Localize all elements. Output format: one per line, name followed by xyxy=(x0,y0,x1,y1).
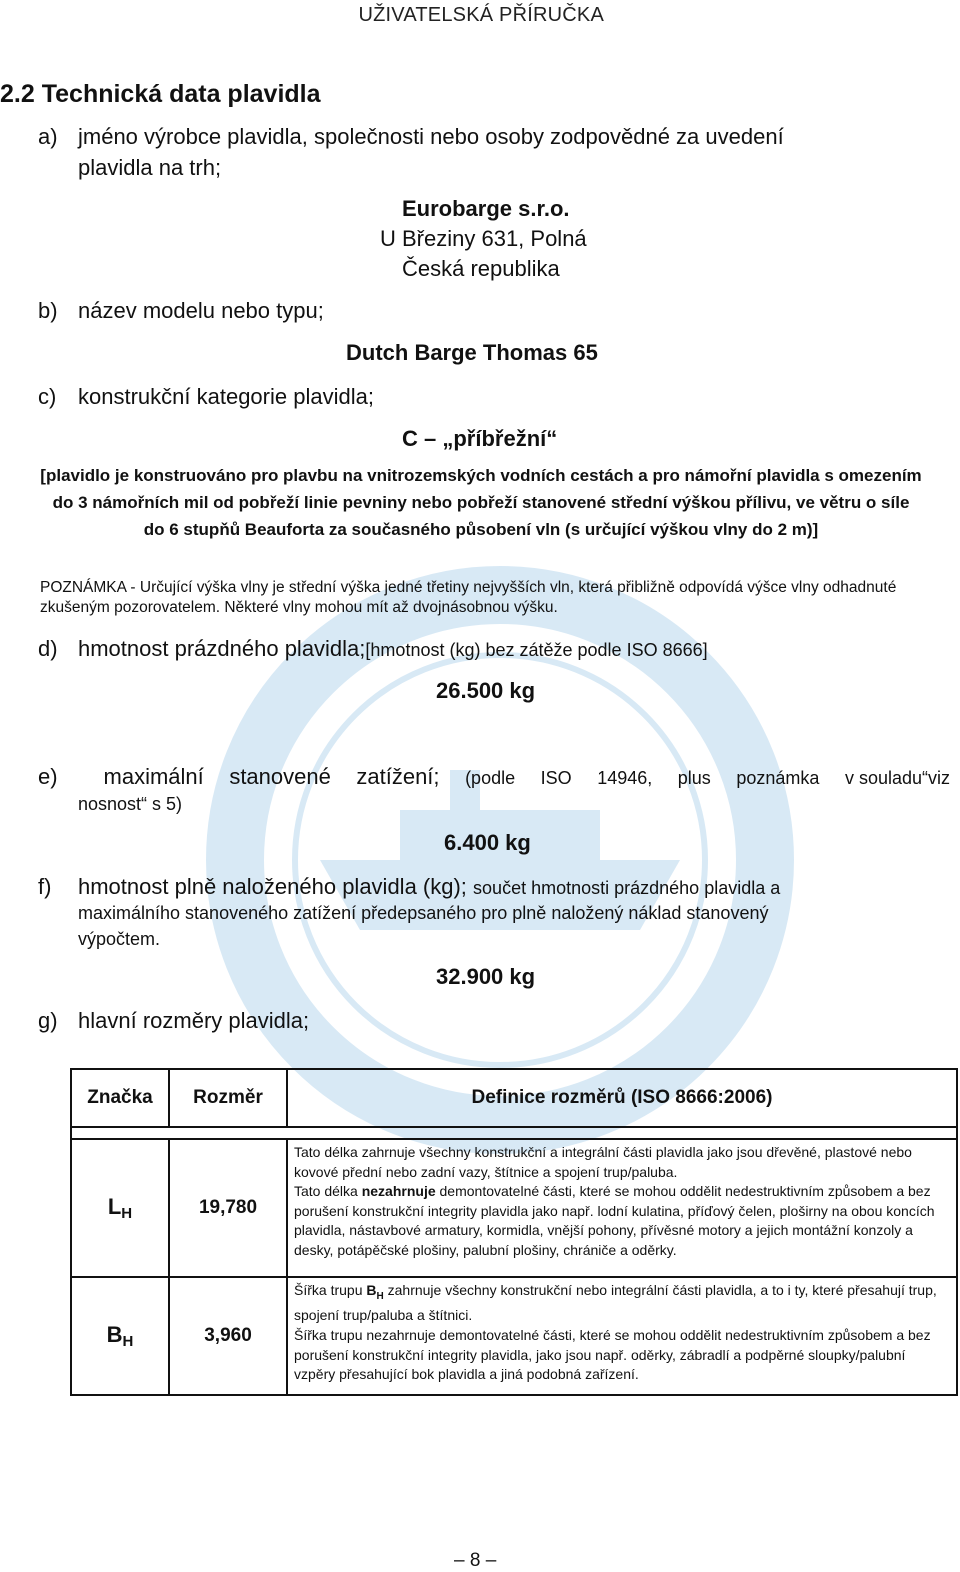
item-f: f) hmotnost plně naloženého plavidla (kg); součet hmotnosti prázdného plavidla a xyxy=(38,874,781,899)
item-b: b) název modelu nebo typu; xyxy=(38,298,324,323)
header-definition: Definice rozměrů (ISO 8666:2006) xyxy=(287,1069,957,1127)
symbol-bh: $B_H$ xyxy=(71,1277,169,1395)
manufacturer-address: U Březiny 631, Polná xyxy=(380,226,587,251)
symbol-lh: $L_H$ xyxy=(71,1139,169,1277)
section-number: 2.2 xyxy=(0,80,35,108)
dimensions-table xyxy=(70,1068,958,1396)
full-load-mass-value: 32.900 kg xyxy=(436,964,536,989)
item-d: d) hmotnost prázdného plavidla;[hmotnost (kg) bez zátěže podle ISO 8666] xyxy=(38,636,708,661)
header-dimension: Rozměr xyxy=(169,1069,287,1127)
model-name: Dutch Barge Thomas 65 xyxy=(346,340,598,365)
definition-bh: Šířka trupu $B_H$ zahrnuje všechny konstrukční nebo integrální části plavidla, a to i ty, které přesahují trup, spojení trup/paluba a štítnici. Šířka trupu nezahrnuje demontovatelné části, které se mohou oddělit nedestruktivním způsobem a bez porušení konstrukční integrity plavidla, jako jsou např. oděrky, zábradlí a podpěrné sloupky/palubní vzpěry přesahující bok plavidla a jiná podobná zařízení. xyxy=(287,1277,957,1395)
item-a: a) jméno výrobce plavidla, společnosti nebo osoby zodpovědné za uvedení xyxy=(38,124,784,149)
header-mark: Značka xyxy=(71,1069,169,1127)
manufacturer-name: Eurobarge s.r.o. xyxy=(402,196,570,221)
value-lh: 19,780 xyxy=(169,1139,287,1277)
item-d-sub: [hmotnost (kg) bez zátěže podle ISO 8666] xyxy=(365,640,708,660)
item-e: e) maximální stanovené zatížení; (podle ISO 14946, plus poznámka v souladu“viz xyxy=(38,764,950,789)
value-bh: 3,960 xyxy=(169,1277,287,1395)
document-header: UŽIVATELSKÁ PŘÍRUČKA xyxy=(358,4,604,26)
table-row xyxy=(71,1277,957,1395)
note-text: POZNÁMKA - Určující výška vlny je střední výška jedné třetiny nejvyšších vln, která přibližně odpovídá výšce vlny odhadnuté zkušeným pozorovatelem. Některé vlny mohou mít až dvojnásobnou výšku. xyxy=(40,579,897,616)
manufacturer-country: Česká republika xyxy=(402,256,560,281)
item-e-cont: nosnost“ s 5) xyxy=(78,794,183,814)
section-heading xyxy=(0,80,321,109)
item-c: c) konstrukční kategorie plavidla; xyxy=(38,384,374,409)
section-title: Technická data plavidla xyxy=(41,80,321,108)
design-category: C – „příbřežní“ xyxy=(402,426,558,451)
definition-lh: Tato délka zahrnuje všechny konstrukční a integrální části plavidla jako jsou dřevěné, plastové nebo kovové přední nebo zadní vazy, štítnice a spojení trup/paluba. Tato délka nezahrnuje demontovatelné části, které se mohou oddělit nedestruktivním způsobem a bez porušení konstrukční integrity plavidla jako např. lodní kulatina, příďový čelen, ploširny na obou koncích plavidla, nástavbové armatury, kormidla, vnější pohony, přívěsné motory a jejich montážní konzoly a desky, potápěčské plošiny, palubní plošiny, chrániče a oděrky. xyxy=(287,1139,957,1277)
item-a-text-cont: plavidla na trh; xyxy=(78,155,222,180)
empty-mass-value: 26.500 kg xyxy=(436,678,536,703)
item-a-text: jméno výrobce plavidla, společnosti nebo osoby zodpovědné za uvedení xyxy=(78,124,784,149)
item-g: g) hlavní rozměry plavidla; xyxy=(38,1008,310,1033)
item-f-cont: maximálního stanoveného zatížení předepsaného pro plně naložený náklad stanovený xyxy=(78,903,769,923)
category-description: [plavidlo je konstruováno pro plavbu na vnitrozemských vodních cestách a pro námořní plavidla s omezením do 3 námořních mil od pobřeží linie pevniny nebo pobřeží stanovené střední výškou přílivu, ve větru o síle do 6 stupňů Beauforta za současného působení vln (s určující výškou vlny do 2 m)] xyxy=(40,466,922,539)
table-header-row xyxy=(71,1069,957,1127)
table-row xyxy=(71,1139,957,1277)
item-f-cont2: výpočtem. xyxy=(78,929,161,949)
page-number: – 8 – xyxy=(454,1550,497,1571)
max-load-value: 6.400 kg xyxy=(444,830,531,855)
